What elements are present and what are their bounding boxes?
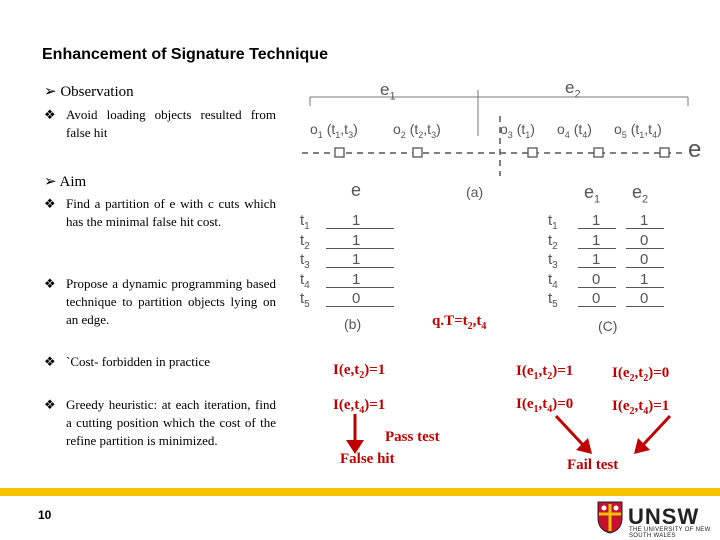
diamond-bullet-icon: ❖ xyxy=(44,354,56,369)
query-label: $q.T=t_2,t_4$ xyxy=(432,313,487,332)
logo-subtitle: THE UNIVERSITY OF NEW SOUTH WALES xyxy=(629,527,711,539)
diamond-bullet-icon: ❖ xyxy=(44,107,56,122)
page-number: 10 xyxy=(38,508,52,522)
footer-yellow-bar xyxy=(0,488,720,496)
object-marker-o3 xyxy=(528,148,537,157)
observation-text: Avoid loading objects resulted from false hit xyxy=(66,107,276,140)
aim-text-4: Greedy heuristic: at each iteration, find a cutting position which the cost of the refine partition is minimized. xyxy=(66,397,276,448)
figure-c-caption: (C) xyxy=(598,318,618,334)
equation-ie-t2: $I(e,t_2)=1$ xyxy=(333,362,386,381)
aim-text-2: Propose a dynamic programming based technique to partition objects lying on an edge. xyxy=(66,276,276,327)
false-hit-label: False hit xyxy=(340,451,395,467)
diamond-bullet-icon: ❖ xyxy=(44,397,56,412)
aim-bullet-4 xyxy=(44,396,276,470)
figure-c-row: $t_3$ 1 0 xyxy=(548,250,688,270)
arrow-bullet-icon: ➢ xyxy=(44,174,57,190)
logo-wordmark: UNSW xyxy=(628,504,700,529)
edge-label-e: e xyxy=(688,136,702,163)
unsw-crest-icon xyxy=(596,500,624,534)
equation-ie1-t2: $I(e_1,t_2)=1$ xyxy=(516,363,574,382)
figure-c-header-e2: $e_2$ xyxy=(632,182,649,206)
figure-b-row: $t_5$ 0 xyxy=(300,289,400,309)
arrow-bullet-icon: ➢ xyxy=(44,84,57,100)
figure-b-caption: (b) xyxy=(344,316,362,332)
object-label-o1: $o_1$ $(t_1,t_3)$ xyxy=(310,121,358,140)
e2-label: $e_2$ xyxy=(565,78,581,101)
observation-bullet xyxy=(44,106,276,146)
aim-text-1: Find a partition of e with c cuts which has the minimal false hit cost. xyxy=(66,196,276,229)
fail-arrows-icon xyxy=(548,412,678,460)
slide-title: Enhancement of Signature Technique xyxy=(42,46,328,63)
observation-label: Observation xyxy=(60,84,134,100)
object-marker-o5 xyxy=(660,148,669,157)
figure-b-row: $t_4$ 1 xyxy=(300,270,400,290)
figure-c-row: $t_1$ 1 1 xyxy=(548,211,688,231)
aim-bullet-2 xyxy=(44,275,276,331)
figure-b-row: $t_2$ 1 xyxy=(300,231,400,251)
down-arrow-icon xyxy=(340,412,370,456)
figure-c-header-e1: $e_1$ xyxy=(584,182,601,206)
aim-heading xyxy=(44,172,86,191)
figure-c-row: $t_5$ 0 0 xyxy=(548,289,688,309)
aim-bullet-3 xyxy=(44,353,276,373)
equation-ie2-t2: $I(e_2,t_2)=0$ xyxy=(612,365,670,384)
object-label-o3: $o_3$ $(t_1)$ xyxy=(500,121,535,140)
diamond-bullet-icon: ❖ xyxy=(44,276,56,291)
diamond-bullet-icon: ❖ xyxy=(44,196,56,211)
object-marker-o4 xyxy=(594,148,603,157)
figure-b-header: e xyxy=(351,180,362,200)
object-label-o2: $o_2$ $(t_2,t_3)$ xyxy=(393,121,441,140)
aim-text-3: `Cost- forbidden in practice xyxy=(66,354,211,369)
figure-b-table xyxy=(300,211,400,309)
figure-c-row: $t_4$ 0 1 xyxy=(548,270,688,290)
object-label-o4: $o_4$ $(t_4)$ xyxy=(557,121,592,140)
aim-label: Aim xyxy=(59,174,87,190)
pass-test-label: Pass test xyxy=(385,429,440,445)
figure-c-row: $t_2$ 1 0 xyxy=(548,231,688,251)
figure-b-row: $t_1$ 1 xyxy=(300,211,400,231)
equation-ie2-t4: $I(e_2,t_4)=1$ xyxy=(612,398,670,417)
e1-label: $e_1$ xyxy=(380,80,396,103)
object-marker-o2 xyxy=(413,148,422,157)
aim-bullet-1 xyxy=(44,195,276,251)
object-marker-o1 xyxy=(335,148,344,157)
fail-test-label: Fail test xyxy=(567,457,619,473)
figure-c-table xyxy=(548,211,688,309)
figure-a-caption: (a) xyxy=(466,184,484,200)
equation-ie-t4: $I(e,t_4)=1$ xyxy=(333,397,386,416)
equation-ie1-t4: $I(e_1,t_4)=0$ xyxy=(516,396,574,415)
object-label-o5: $o_5$ $(t_1,t_4)$ xyxy=(614,121,662,140)
observation-heading xyxy=(44,82,134,101)
figure-b-row: $t_3$ 1 xyxy=(300,250,400,270)
